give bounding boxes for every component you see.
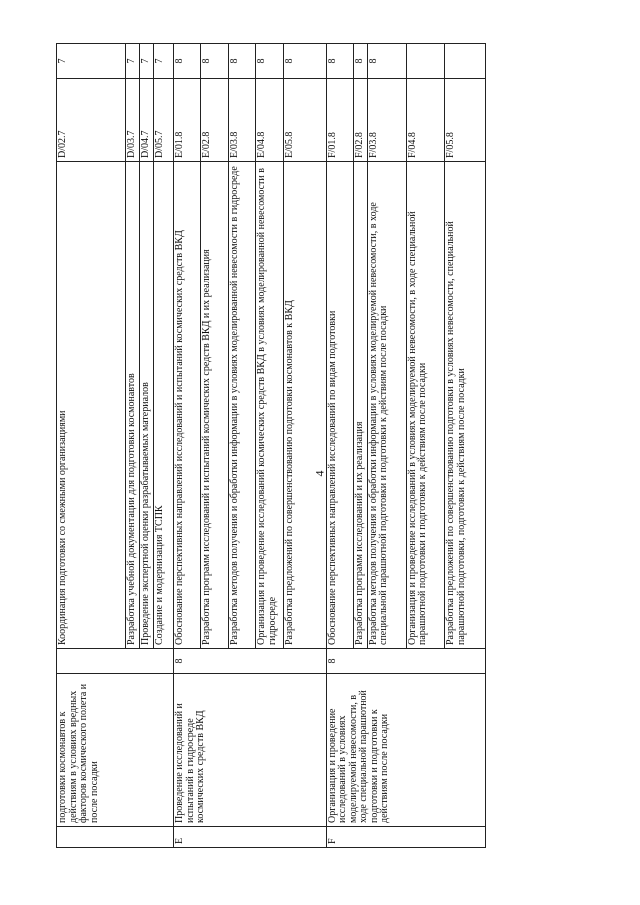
cell-activity: Обоснование перспективных направлений исследований по видам подготовки <box>326 162 353 649</box>
cell-qual-level: 8 <box>256 44 283 79</box>
cell-activity: Координация подготовки со смежными организациями <box>57 162 126 649</box>
functions-table <box>56 43 486 848</box>
cell-activity: Обоснование перспективных направлений исследований и испытаний космических средств ВКД <box>174 162 201 649</box>
cell-qual-level: 8 <box>367 44 406 79</box>
cell-code: F <box>326 827 485 848</box>
cell-activity: Организация и проведение исследований космических средств ВКД в условиях моделированной невесомости в гидросреде <box>256 162 283 649</box>
cell-number: D/04.7 <box>139 79 153 162</box>
cell-activity: Организация и проведение исследований в условиях моделируемой невесомости, в ходе специальной парашютной подготовки и подготовки к действиям после посадки <box>406 162 445 649</box>
cell-qual-level: 8 <box>228 44 255 79</box>
cell-function: Организация и проведение исследований в условиях моделируемой невесомости, в ходе специальной парашютной подготовки и подготовки к действиям после посадки <box>326 674 485 827</box>
cell-number: E/03.8 <box>228 79 255 162</box>
cell-number: E/02.8 <box>201 79 228 162</box>
cell-qual-level: 7 <box>153 44 173 79</box>
cell-number: D/02.7 <box>57 79 126 162</box>
cell-qual-level: 7 <box>126 44 140 79</box>
page-number: 4 <box>312 470 327 477</box>
cell-activity: Создание и модернизация ТСПК <box>153 162 173 649</box>
cell-number: F/02.8 <box>354 79 368 162</box>
cell-activity: Разработка предложений по совершенствованию подготовки космонавтов к ВКД <box>283 162 326 649</box>
cell-qual-level: 8 <box>326 44 353 79</box>
cell-qual-level: 7 <box>57 44 126 79</box>
cell-number: E/04.8 <box>256 79 283 162</box>
cell-qual-level: 8 <box>174 44 201 79</box>
cell-qual-level: 8 <box>283 44 326 79</box>
cell-activity: Разработка учебной документации для подготовки космонавтов <box>126 162 140 649</box>
cell-number: E/05.8 <box>283 79 326 162</box>
cell-qual-level <box>445 44 486 79</box>
table-row <box>174 44 201 848</box>
cell-activity: Разработка программ исследований и их реализация <box>354 162 368 649</box>
cell-code <box>57 827 174 848</box>
cell-number: F/05.8 <box>445 79 486 162</box>
functions-table-rotated <box>56 58 486 848</box>
cell-number: F/01.8 <box>326 79 353 162</box>
cell-activity: Разработка методов получения и обработки информации в условиях моделируемой невесомости, в ходе специальной парашютной подготовки и подготовки к действиям после посадки <box>367 162 406 649</box>
cell-level <box>57 649 174 674</box>
table-row <box>326 44 353 848</box>
cell-code: E <box>174 827 327 848</box>
cell-activity: Проведение экспертной оценки разрабатываемых материалов <box>139 162 153 649</box>
cell-level: 8 <box>326 649 485 674</box>
table-row <box>57 44 126 848</box>
cell-qual-level <box>406 44 445 79</box>
cell-number: F/04.8 <box>406 79 445 162</box>
cell-activity: Разработка программ исследований и испытаний космических средств ВКД и их реализация <box>201 162 228 649</box>
cell-activity: Разработка методов получения и обработки информации в условиях моделированной невесомости в гидросреде <box>228 162 255 649</box>
cell-qual-level: 8 <box>354 44 368 79</box>
cell-function: подготовки космонавтов к действиям в условиях вредных факторов космического полета и после посадки <box>57 674 174 827</box>
cell-function: Проведение исследований и испытаний в гидросреде космических средств ВКД <box>174 674 327 827</box>
cell-number: F/03.8 <box>367 79 406 162</box>
cell-level: 8 <box>174 649 327 674</box>
cell-qual-level: 7 <box>139 44 153 79</box>
cell-activity: Разработка предложений по совершенствованию подготовки в условиях невесомости, специальной парашютной подготовки, подготовки к действиям после посадки <box>445 162 486 649</box>
cell-number: D/05.7 <box>153 79 173 162</box>
cell-number: E/01.8 <box>174 79 201 162</box>
cell-number: D/03.7 <box>126 79 140 162</box>
cell-qual-level: 8 <box>201 44 228 79</box>
